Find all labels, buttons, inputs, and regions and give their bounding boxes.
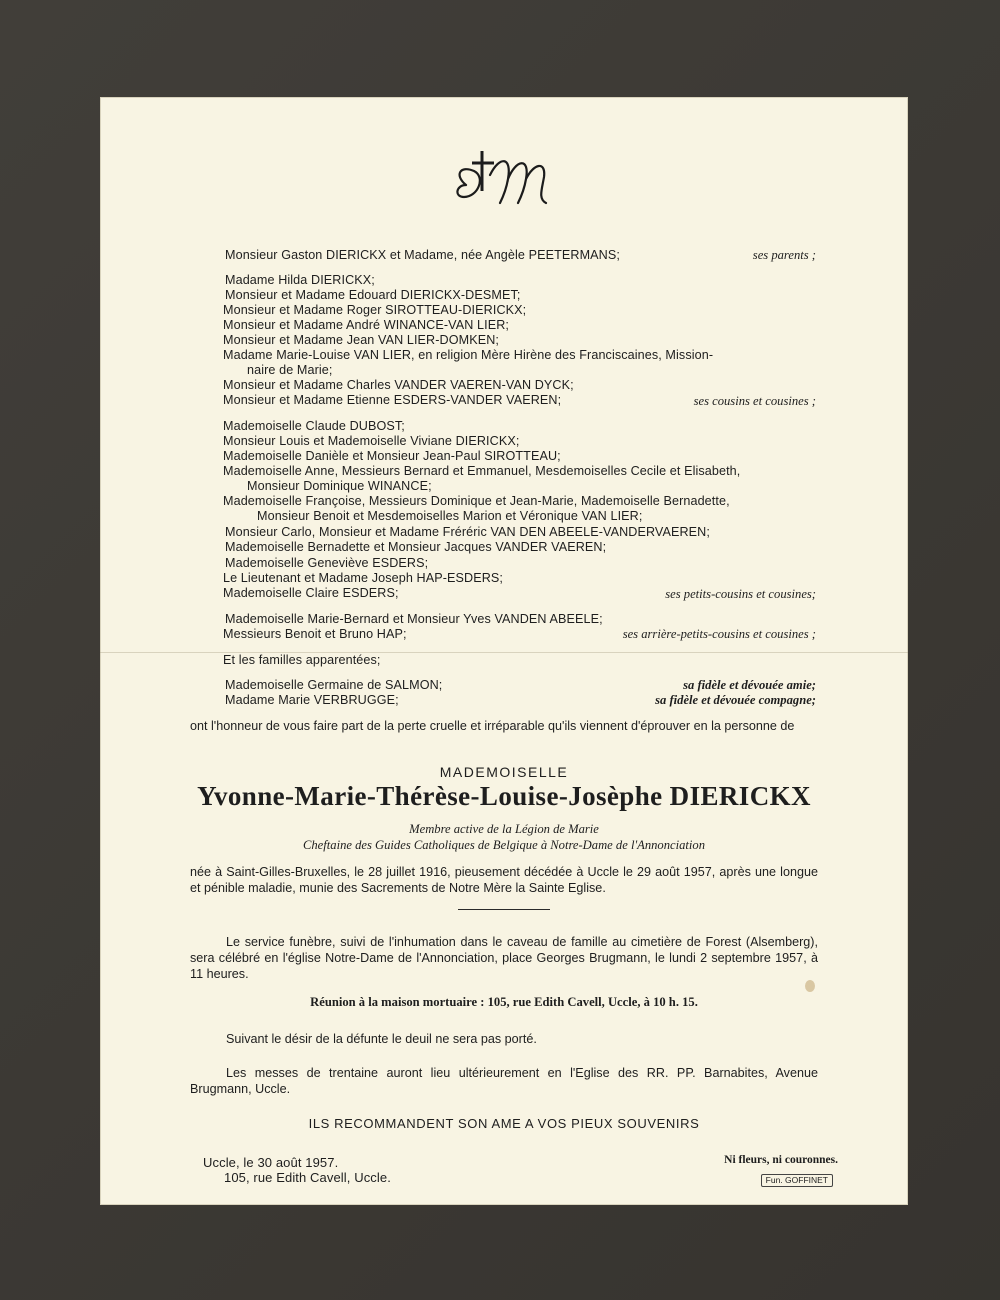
familles-line: Et les familles apparentées;	[223, 653, 381, 667]
family-line: Messieurs Benoit et Bruno HAP;	[223, 627, 407, 641]
title-mademoiselle: MADEMOISELLE	[439, 764, 569, 780]
divider	[458, 909, 550, 910]
cousins-relation: ses cousins et cousines ;	[693, 394, 816, 408]
reunion-line: Réunion à la maison mortuaire : 105, rue Edith Cavell, Uccle, à 10 h. 15.	[310, 995, 698, 1009]
compagne-line: Madame Marie VERBRUGGE;	[225, 693, 399, 707]
petits-cousins-relation: ses petits-cousins et cousines;	[665, 587, 816, 601]
address-line: 105, rue Edith Cavell, Uccle.	[224, 1170, 391, 1185]
family-line: Mademoiselle Bernadette et Monsieur Jacques VANDER VAEREN;	[225, 540, 607, 554]
service-paragraph: Le service funèbre, suivi de l'inhumation dans le caveau de famille au cimetière de Forest (Alsemberg), sera célébré en l'église Notre-Dame de l'Annonciation, place Georges Brugmann, le lundi 2 septembre 1957, à 11 heures.	[190, 935, 818, 981]
family-line: Mademoiselle Danièle et Monsieur Jean-Paul SIROTTEAU;	[223, 449, 561, 463]
funeral-notice-card	[100, 97, 908, 1205]
parents-line: Monsieur Gaston DIERICKX et Madame, née Angèle PEETERMANS;	[225, 248, 620, 262]
family-line: Monsieur et Madame Jean VAN LIER-DOMKEN;	[223, 333, 500, 347]
family-line: Monsieur et Madame Roger SIROTTEAU-DIERICKX;	[223, 303, 527, 317]
compagne-relation: sa fidèle et dévouée compagne;	[655, 693, 816, 707]
family-line: Monsieur Carlo, Monsieur et Madame Fréréric VAN DEN ABEELE-VANDERVAEREN;	[225, 525, 710, 539]
family-line: Mademoiselle Anne, Messieurs Bernard et Emmanuel, Mesdemoiselles Cecile et Elisabeth,	[223, 464, 741, 478]
place-date: Uccle, le 30 août 1957.	[203, 1155, 339, 1170]
messes-paragraph: Les messes de trentaine auront lieu ultérieurement en l'Eglise des RR. PP. Barnabites, Avenue Brugmann, Uccle.	[190, 1066, 818, 1096]
family-line: Mademoiselle Geneviève ESDERS;	[225, 556, 429, 570]
family-line: Monsieur et Madame André WINANCE-VAN LIER;	[223, 318, 510, 332]
family-line: Mademoiselle Marie-Bernard et Monsieur Yves VANDEN ABEELE;	[225, 612, 603, 626]
deuil-line: Suivant le désir de la défunte le deuil ne sera pas porté.	[226, 1032, 537, 1046]
paper-stain	[805, 980, 815, 992]
flowers-note: Ni fleurs, ni couronnes.	[724, 1154, 838, 1166]
family-line: naire de Marie;	[247, 363, 333, 377]
deceased-name: Yvonne-Marie-Thérèse-Louise-Josèphe DIERICKX	[197, 781, 811, 811]
cross-m-monogram-icon	[450, 145, 560, 215]
fold-line	[100, 652, 908, 653]
family-line: Monsieur et Madame Etienne ESDERS-VANDER VAEREN;	[223, 393, 562, 407]
announcement-paragraph: ont l'honneur de vous faire part de la perte cruelle et irréparable qu'ils viennent d'éprouver en la personne de	[190, 719, 795, 733]
family-line: Mademoiselle Claire ESDERS;	[223, 586, 399, 600]
amie-relation: sa fidèle et dévouée amie;	[683, 678, 816, 692]
family-line: Le Lieutenant et Madame Joseph HAP-ESDERS;	[223, 571, 504, 585]
role-line: Membre active de la Légion de Marie	[409, 822, 599, 836]
family-line: Monsieur et Madame Edouard DIERICKX-DESMET;	[225, 288, 521, 302]
family-line: Madame Hilda DIERICKX;	[225, 273, 375, 287]
amie-line: Mademoiselle Germaine de SALMON;	[225, 678, 443, 692]
family-line: Monsieur et Madame Charles VANDER VAEREN-VAN DYCK;	[223, 378, 574, 392]
printer-stamp: Fun. GOFFINET	[761, 1174, 833, 1187]
family-line: Monsieur Louis et Mademoiselle Viviane DIERICKX;	[223, 434, 520, 448]
recommend-line: ILS RECOMMANDENT SON AME A VOS PIEUX SOUVENIRS	[308, 1116, 700, 1131]
family-line: Mademoiselle Françoise, Messieurs Dominique et Jean-Marie, Mademoiselle Bernadette,	[223, 494, 730, 508]
family-line: Monsieur Dominique WINANCE;	[247, 479, 432, 493]
arriere-relation: ses arrière-petits-cousins et cousines ;	[622, 627, 816, 641]
birth-death-paragraph: née à Saint-Gilles-Bruxelles, le 28 juillet 1916, pieusement décédée à Uccle le 29 août 1957, après une longue et pénible maladie, munie des Sacrements de Notre Mère la Sainte Eglise.	[190, 865, 818, 895]
role-line: Cheftaine des Guides Catholiques de Belgique à Notre-Dame de l'Annonciation	[302, 838, 705, 852]
family-line: Madame Marie-Louise VAN LIER, en religion Mère Hirène des Franciscaines, Mission-	[223, 348, 714, 362]
family-line: Monsieur Benoit et Mesdemoiselles Marion et Véronique VAN LIER;	[257, 509, 643, 523]
family-line: Mademoiselle Claude DUBOST;	[223, 419, 405, 433]
parents-relation: ses parents ;	[752, 248, 816, 262]
